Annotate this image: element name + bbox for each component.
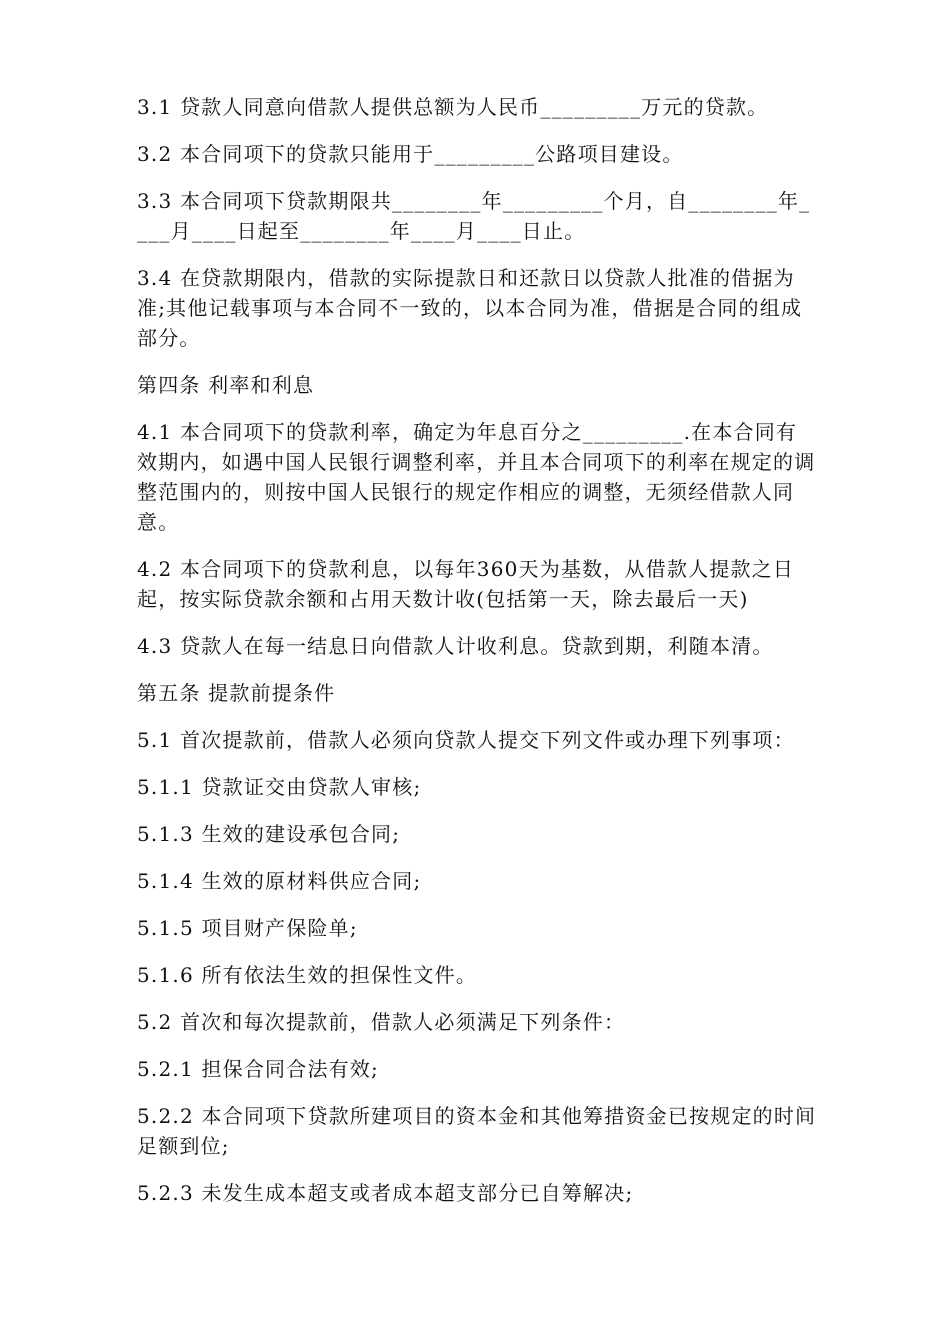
clause-5-1-5: 5.1.5 项目财产保险单; — [137, 916, 358, 940]
clause-5-1-6: 5.1.6 所有依法生效的担保性文件。 — [137, 963, 478, 987]
document-page — [137, 92, 817, 1225]
clause-3-4: 3.4 在贷款期限内，借款的实际提款日和还款日以贷款人批准的借据为准;其他记载事项与本合同不一致的，以本合同为准，借据是合同的组成部分。 — [137, 266, 803, 350]
clause-3-1: 3.1 贷款人同意向借款人提供总额为人民币_________万元的贷款。 — [137, 95, 769, 119]
clause-5-2: 5.2 首次和每次提款前，借款人必须满足下列条件： — [137, 1010, 626, 1034]
clause-5-2-2: 5.2.2 本合同项下贷款所建项目的资本金和其他筹措资金已按规定的时间足额到位; — [137, 1104, 817, 1158]
clause-5-1: 5.1 首次提款前，借款人必须向贷款人提交下列文件或办理下列事项： — [137, 728, 795, 752]
section-heading-article-4: 第四条 利率和利息 — [137, 373, 315, 397]
clause-5-1-1: 5.1.1 贷款证交由贷款人审核; — [137, 775, 422, 799]
clause-5-2-1: 5.2.1 担保合同合法有效; — [137, 1057, 379, 1081]
clause-3-3: 3.3 本合同项下贷款期限共________年_________个月，自________年____月____日起至________年____月____日止。 — [137, 189, 811, 243]
clause-5-1-3: 5.1.3 生效的建设承包合同; — [137, 822, 401, 846]
clause-4-3: 4.3 贷款人在每一结息日向借款人计收利息。贷款到期，利随本清。 — [137, 634, 774, 658]
clause-4-2: 4.2 本合同项下的贷款利息，以每年360天为基数，从借款人提款之日起，按实际贷款余额和占用天数计收(包括第一天，除去最后一天) — [137, 557, 795, 611]
clause-5-2-3: 5.2.3 未发生成本超支或者成本超支部分已自筹解决; — [137, 1181, 634, 1205]
clause-3-2: 3.2 本合同项下的贷款只能用于_________公路项目建设。 — [137, 142, 684, 166]
section-heading-article-5: 第五条 提款前提条件 — [137, 681, 336, 705]
clause-5-1-4: 5.1.4 生效的原材料供应合同; — [137, 869, 422, 893]
clause-4-1: 4.1 本合同项下的贷款利率，确定为年息百分之_________.在本合同有效期内，如遇中国人民银行调整利率，并且本合同项下的利率在规定的调整范围内的，则按中国人民银行的规定作相应的调整，无须经借款人同意。 — [137, 420, 816, 534]
